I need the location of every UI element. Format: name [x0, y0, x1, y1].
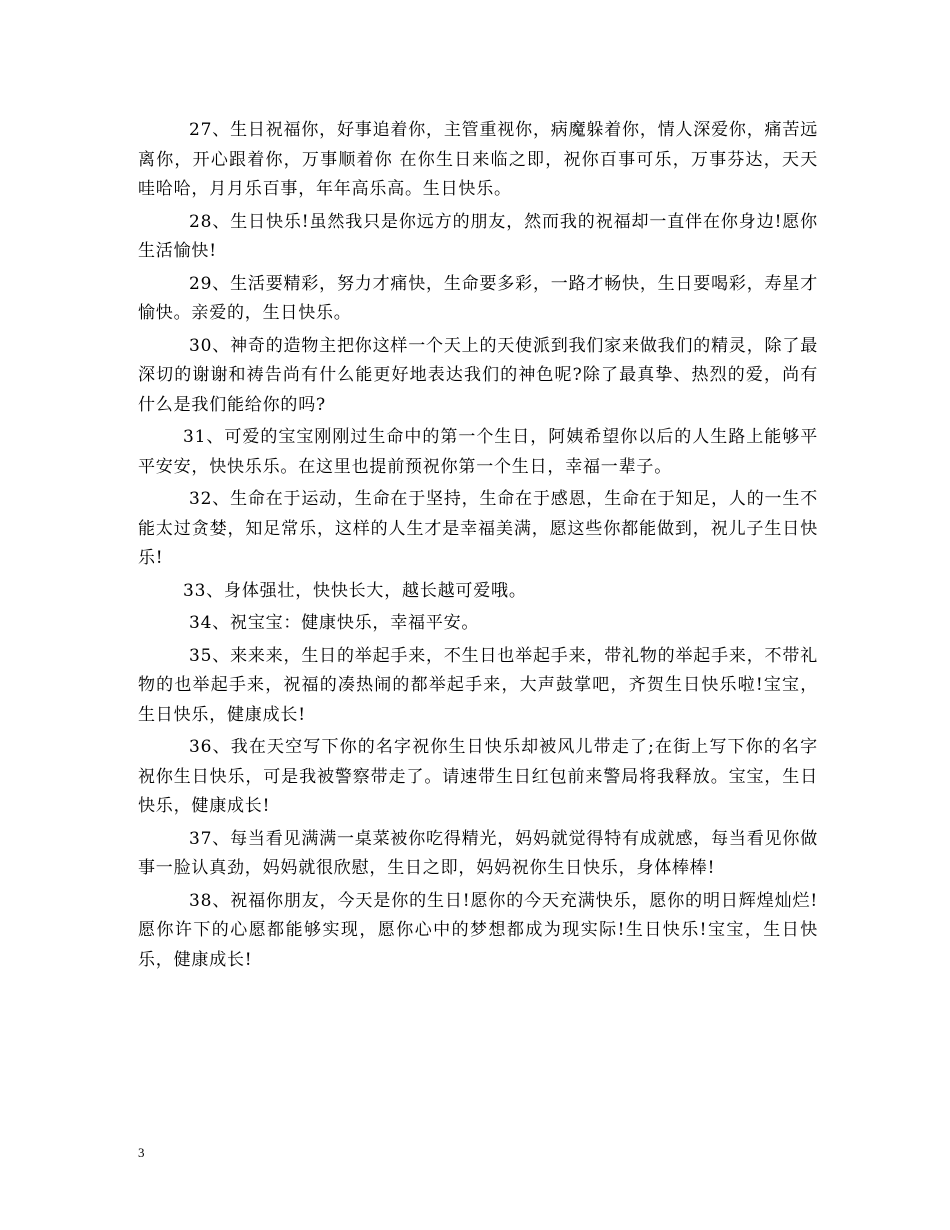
paragraph-37: 37、每当看见满满一桌菜被你吃得精光，妈妈就觉得特有成就感，每当看见你做事一脸认真劲，妈妈就很欣慰，生日之即，妈妈祝你生日快乐，身体棒棒!: [138, 828, 818, 878]
paragraph-31: 31、可爱的宝宝刚刚过生命中的第一个生日，阿姨希望你以后的人生路上能够平平安安，快快乐乐。在这里也提前预祝你第一个生日，幸福一辈子。: [138, 427, 818, 477]
paragraph-36: 36、我在天空写下你的名字祝你生日快乐却被风儿带走了;在街上写下你的名字祝你生日快乐，可是我被警察带走了。请速带生日红包前来警局将我释放。宝宝，生日快乐，健康成长!: [138, 737, 818, 816]
page-number: 3: [138, 1145, 145, 1160]
paragraph-35: 35、来来来，生日的举起手来，不生日也举起手来，带礼物的举起手来，不带礼物的也举起手来，祝福的凑热闹的都举起手来，大声鼓掌吧，齐贺生日快乐啦!宝宝，生日快乐，健康成长!: [138, 645, 818, 725]
paragraph-29: 29、生活要精彩，努力才痛快，生命要多彩，一路才畅快，生日要喝彩，寿星才愉快。亲爱的，生日快乐。: [138, 273, 818, 323]
paragraph-27: 27、生日祝福你，好事追着你，主管重视你，病魔躲着你，情人深爱你，痛苦远离你，开心跟着你，万事顺着你 在你生日来临之即，祝你百事可乐，万事芬达，天天哇哈哈，月月乐百事，年年高乐高。生日快乐。: [138, 120, 818, 199]
document-body: [138, 116, 818, 978]
paragraph-32: 32、生命在于运动，生命在于坚持，生命在于感恩，生命在于知足，人的一生不能太过贪婪，知足常乐，这样的人生才是幸福美满，愿这些你都能做到，祝儿子生日快乐!: [138, 489, 818, 568]
paragraph-33: 33、身体强壮，快快长大，越长越可爱哦。: [183, 580, 527, 601]
paragraph-30: 30、神奇的造物主把你这样一个天上的天使派到我们家来做我们的精灵，除了最深切的谢谢和祷告尚有什么能更好地表达我们的神色呢?除了最真挚、热烈的爱，尚有什么是我们能给你的吗?: [138, 335, 818, 415]
paragraph-38: 38、祝福你朋友，今天是你的生日!愿你的今天充满快乐，愿你的明日辉煌灿烂!愿你许下的心愿都能够实现，愿你心中的梦想都成为现实际!生日快乐!宝宝，生日快乐，健康成长!: [138, 890, 818, 970]
paragraph-34: 34、祝宝宝：健康快乐，幸福平安。: [189, 613, 480, 633]
paragraph-28: 28、生日快乐!虽然我只是你远方的朋友，然而我的祝福却一直伴在你身边!愿你生活愉快!: [138, 211, 818, 261]
